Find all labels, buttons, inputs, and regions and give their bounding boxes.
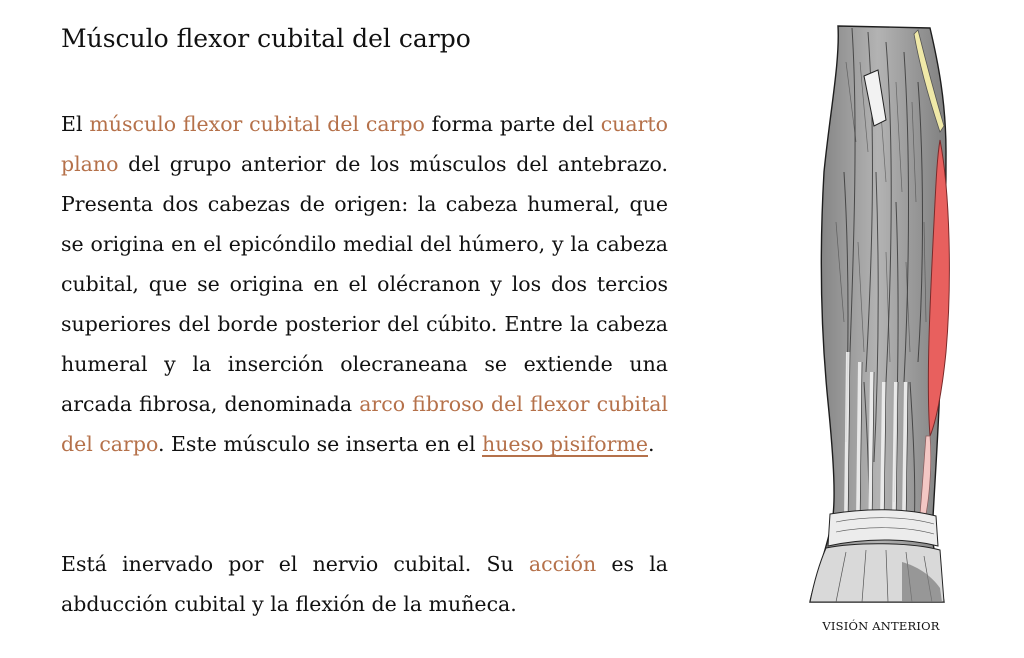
term-accion: acción xyxy=(528,552,597,576)
text-span: forma parte del xyxy=(424,112,601,136)
text-span: Está inervado por el nervio cubital. Su xyxy=(61,552,529,576)
text-span: del grupo anterior de los músculos del antebrazo. Presenta dos cabezas de origen: la cabeza humeral, que se origina en el epicóndilo medial del húmero, y la cabeza cubital, que se origina en el olécranon y los dos tercios superiores del borde posterior del cúbito. Entre la cabeza humeral y la inserción olecraneana se extiende una arcada fibrosa, denominada xyxy=(61,152,668,416)
forearm-anatomy-illustration xyxy=(806,22,956,606)
text-span: es la abducción cubital y la flexión de la muñeca. xyxy=(61,552,668,616)
innervation-paragraph xyxy=(61,544,668,624)
text-span: . Este músculo se inserta en el xyxy=(157,432,483,456)
figure-caption: VISIÓN ANTERIOR xyxy=(822,619,940,633)
term-muscle-name: músculo flexor cubital del carpo xyxy=(89,112,425,136)
link-hueso-pisiforme[interactable]: hueso pisiforme xyxy=(482,432,648,456)
term-arco-fibroso: arco fibroso del flexor cubital del carpo xyxy=(61,392,668,456)
description-paragraph xyxy=(61,104,668,464)
text-span: . xyxy=(648,432,655,456)
term-cuarto-plano: cuarto plano xyxy=(61,112,668,176)
page-title: Músculo flexor cubital del carpo xyxy=(61,24,471,53)
text-span: El xyxy=(61,112,90,136)
